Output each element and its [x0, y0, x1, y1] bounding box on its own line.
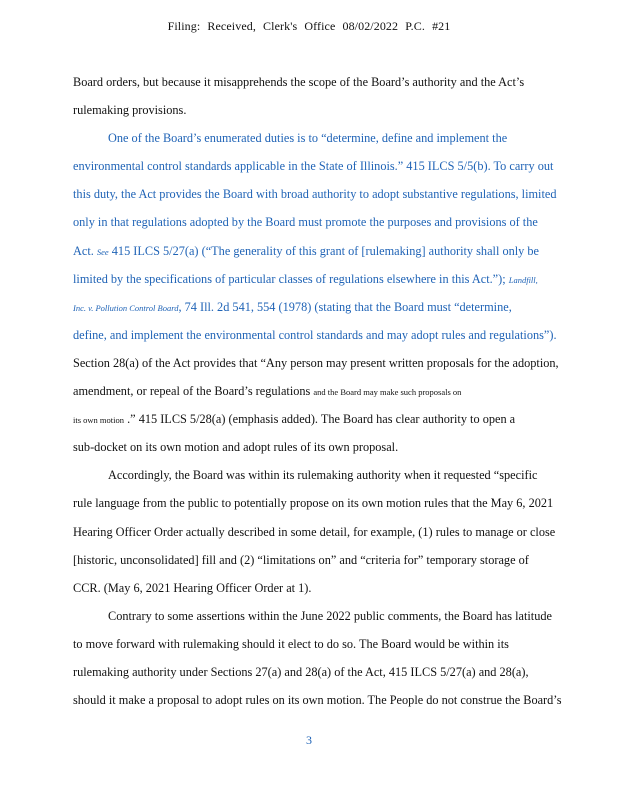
text-segment: One of the Board’s enumerated duties is to “determine, define and implement the — [108, 131, 508, 146]
text-line — [73, 602, 593, 630]
text-segment: and the Board may make such proposals on — [313, 387, 462, 398]
page-number: 3 — [306, 733, 312, 747]
text-line — [73, 96, 593, 124]
text-line — [73, 68, 593, 96]
text-line — [73, 180, 593, 208]
text-line — [73, 349, 593, 377]
text-line — [73, 574, 593, 602]
text-segment: Accordingly, the Board was within its rulemaking authority when it requested “specific — [108, 468, 538, 483]
text-segment: Landfill, — [508, 274, 538, 285]
text-segment: .” 415 ILCS 5/28(a) (emphasis added). The Board has clear authority to open a — [124, 412, 516, 427]
text-line — [73, 433, 593, 461]
text-segment: See — [96, 246, 109, 257]
text-segment: sub-docket on its own motion and adopt rules of its own proposal. — [73, 440, 399, 455]
filing-header: Filing: Received, Clerk's Office 08/02/2022 P.C. #21 — [167, 19, 451, 33]
text-line — [73, 293, 593, 321]
text-line — [73, 237, 593, 265]
text-segment: rulemaking provisions. — [73, 103, 187, 118]
text-segment: amendment, or repeal of the Board’s regulations — [73, 384, 314, 399]
text-segment: , 74 Ill. 2d 541, 554 (1978) (stating that the Board must “determine, — [178, 299, 512, 314]
text-segment: Hearing Officer Order actually described in some detail, for example, (1) rules to manage or close — [73, 524, 556, 539]
text-segment: environmental control standards applicable in the State of Illinois.” 415 ILCS 5/5(b). To carry out — [73, 159, 554, 174]
document-body — [73, 68, 593, 714]
text-segment: CCR. (May 6, 2021 Hearing Officer Order at 1). — [73, 580, 312, 595]
text-segment: rule language from the public to potentially propose on its own motion rules that the May 6, 2021 — [73, 496, 554, 511]
text-segment: Contrary to some assertions within the June 2022 public comments, the Board has latitude — [108, 608, 552, 623]
text-line — [73, 489, 593, 517]
text-segment: limited by the specifications of particular classes of regulations elsewhere in this Act.”); — [73, 271, 509, 286]
text-segment: should it make a proposal to adopt rules on its own motion. The People do not construe the Board’s — [73, 693, 562, 708]
text-segment: this duty, the Act provides the Board with broad authority to adopt substantive regulations, limited — [73, 187, 557, 202]
text-segment: to move forward with rulemaking should it elect to do so. The Board would be within its — [73, 636, 509, 651]
text-segment: only in that regulations adopted by the Board must promote the purposes and provisions of the — [73, 215, 538, 230]
text-segment: [historic, unconsolidated] fill and (2) “limitations on” and “criteria for” temporary storage of — [73, 552, 529, 567]
text-line — [73, 265, 593, 293]
text-line — [73, 461, 593, 489]
text-segment: define, and implement the environmental control standards and may adopt rules and regulations”). — [73, 327, 557, 342]
text-segment: rulemaking authority under Sections 27(a) and 28(a) of the Act, 415 ILCS 5/27(a) and 28(a), — [73, 664, 529, 679]
text-segment: Inc. v. Pollution Control Board — [73, 302, 179, 313]
text-line — [73, 152, 593, 180]
text-line — [73, 321, 593, 349]
text-segment: Section 28(a) of the Act provides that “Any person may present written proposals for the adoption, — [73, 355, 559, 370]
text-line — [73, 124, 593, 152]
text-line — [73, 405, 593, 433]
text-line — [73, 208, 593, 236]
text-line — [73, 658, 593, 686]
text-line — [73, 630, 593, 658]
text-segment: Board orders, but because it misapprehends the scope of the Board’s authority and the Act’s — [73, 75, 525, 89]
text-line — [73, 377, 593, 405]
text-segment: 415 ILCS 5/27(a) (“The generality of this grant of [rulemaking] authority shall only be — [108, 243, 539, 258]
text-segment: its own motion — [73, 415, 125, 426]
text-line — [73, 518, 593, 546]
text-segment: Act. — [73, 243, 97, 258]
text-line — [73, 546, 593, 574]
text-line — [73, 686, 593, 714]
